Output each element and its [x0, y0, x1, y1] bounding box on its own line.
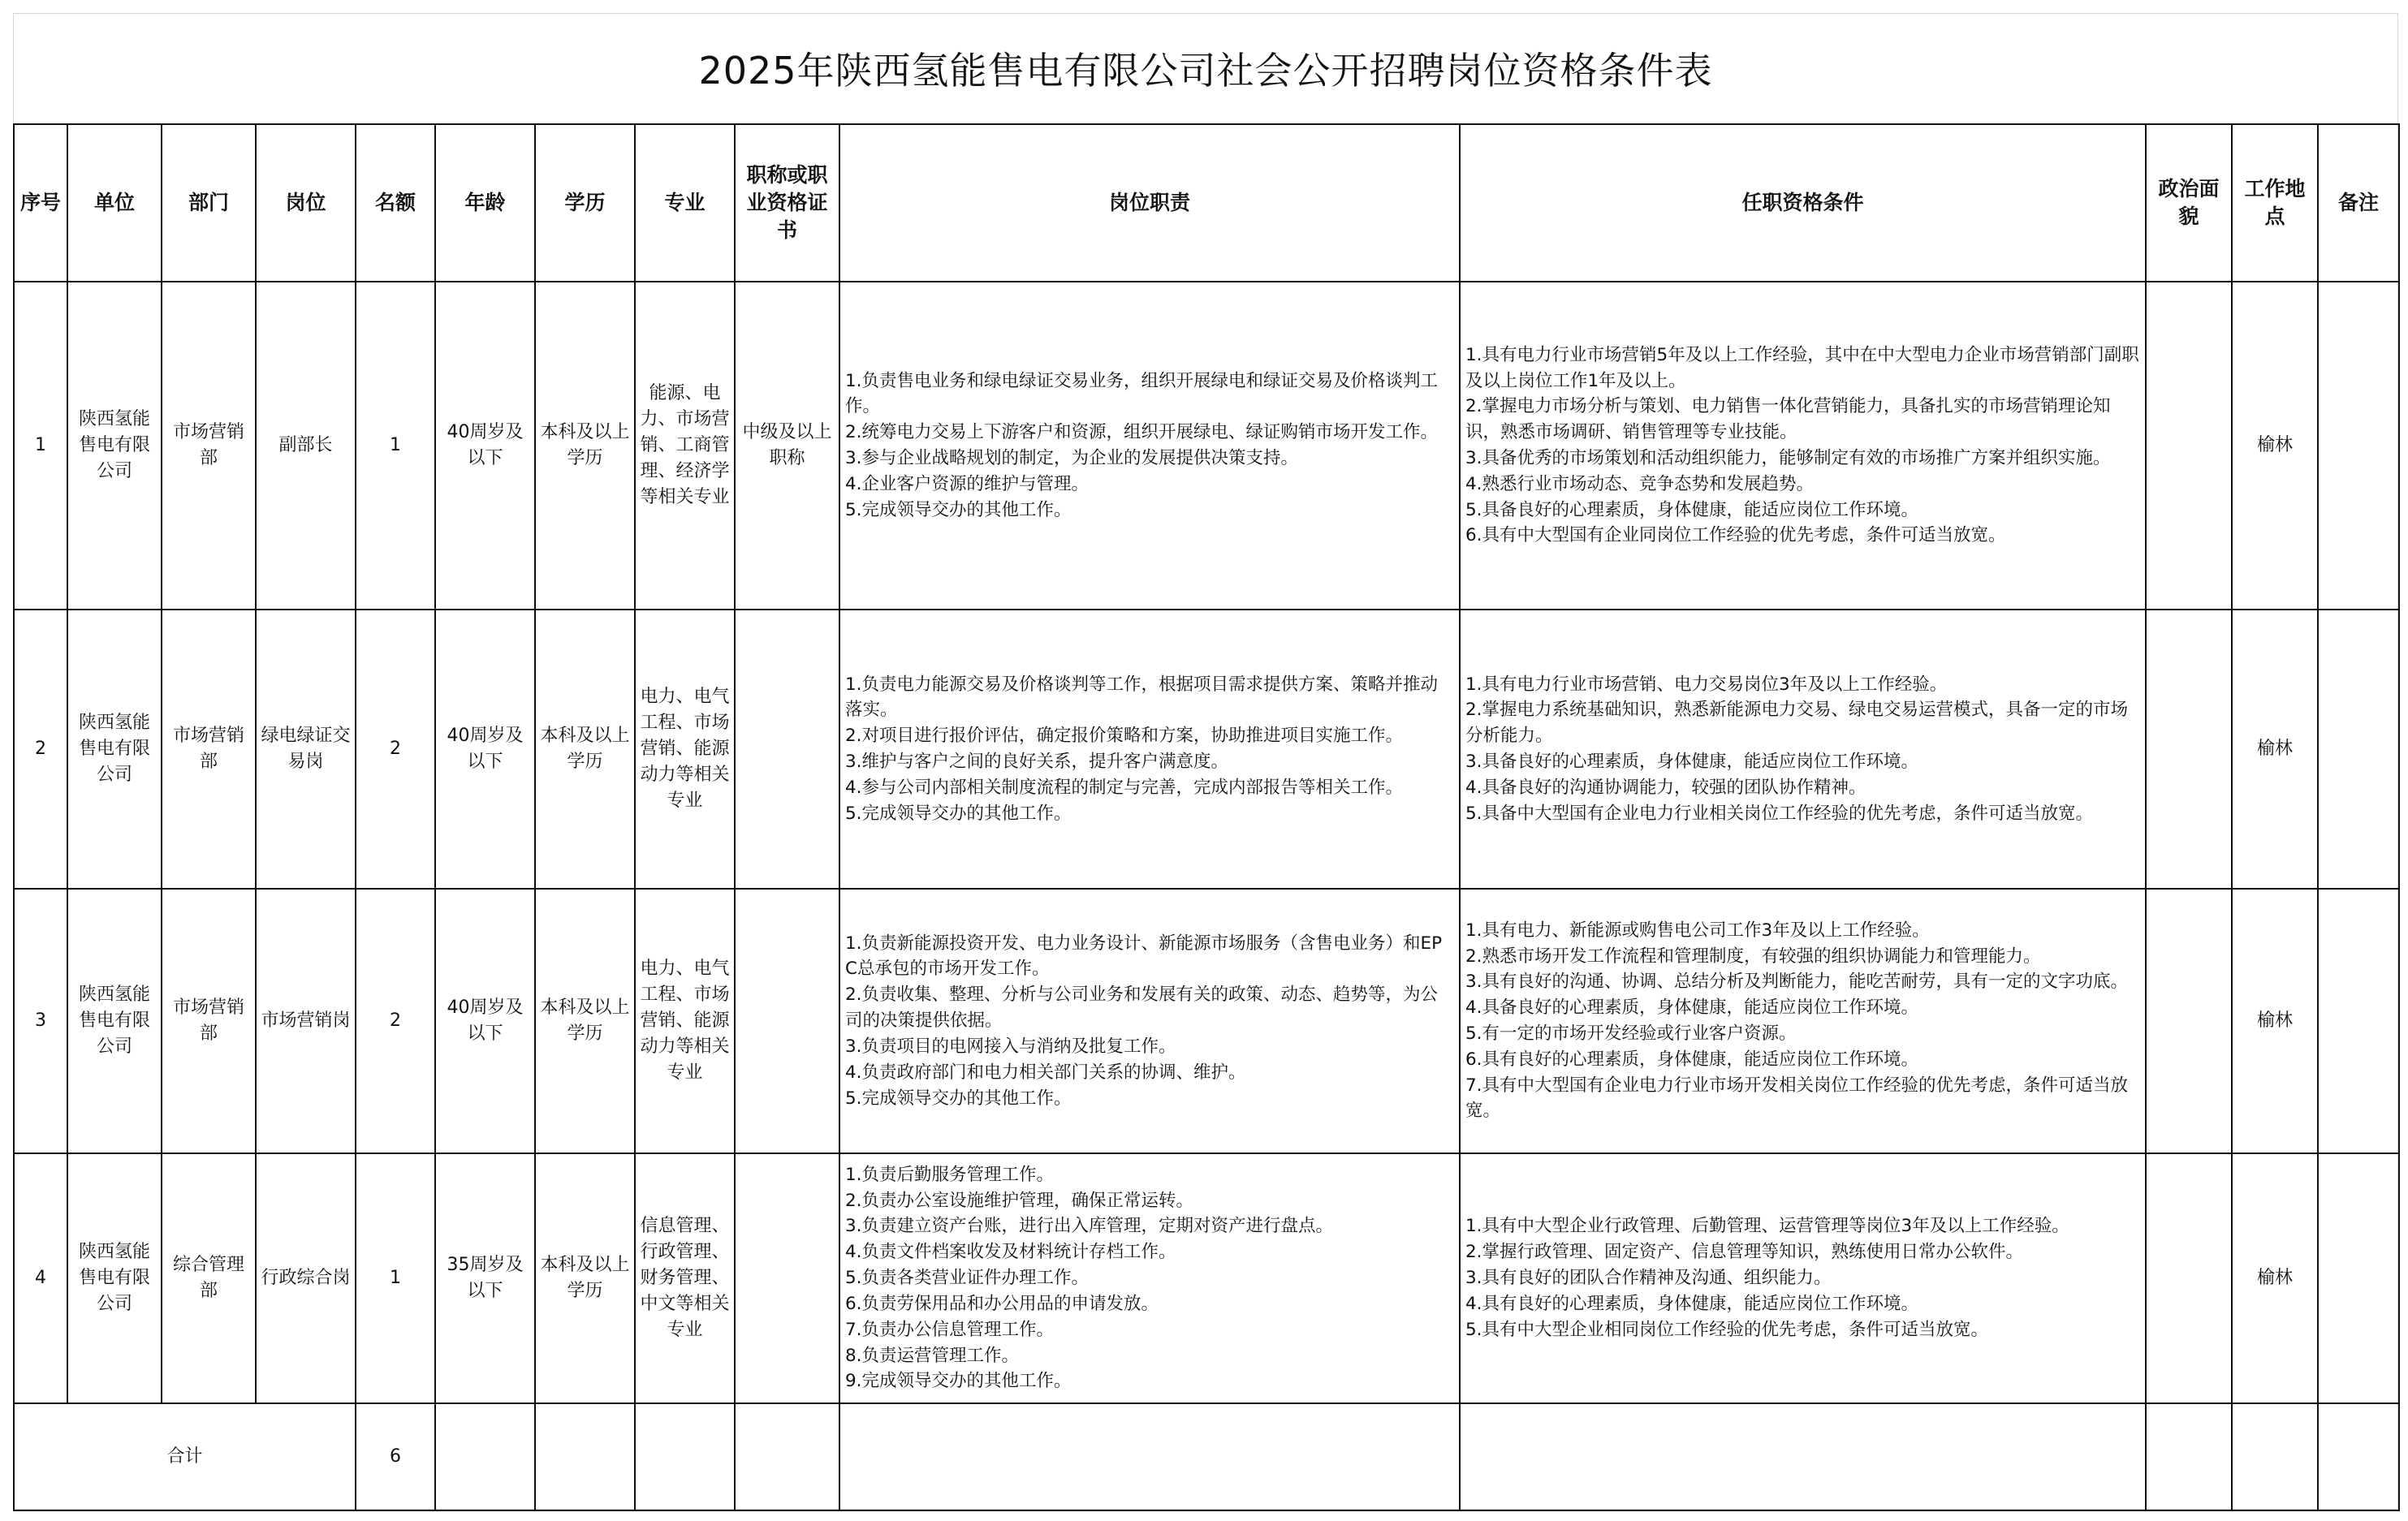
qual-item: 3.具备良好的心理素质，身体健康，能适应岗位工作环境。	[1465, 752, 1919, 772]
header-post: 岗位	[256, 124, 356, 282]
cell-political	[2146, 1153, 2232, 1403]
cell-seq: 1	[14, 282, 67, 610]
table-row	[14, 610, 2399, 889]
duty-item: 2.负责收集、整理、分析与公司业务和发展有关的政策、动态、趋势等，为公司的决策提供依据。	[845, 985, 1439, 1032]
total-empty-cell	[735, 1403, 839, 1510]
cell-seq: 3	[14, 889, 67, 1153]
header-major: 专业	[635, 124, 735, 282]
cell-seq: 2	[14, 610, 67, 889]
duty-item: 4.企业客户资源的维护与管理。	[845, 473, 1090, 494]
cell-age: 35周岁及以下	[435, 1153, 535, 1403]
qual-item: 4.熟悉行业市场动态、竞争态势和发展趋势。	[1465, 473, 1815, 494]
header-duties: 岗位职责	[839, 124, 1460, 282]
cell-location: 榆林	[2232, 889, 2318, 1153]
qual-item: 5.具备中大型国有企业电力行业相关岗位工作经验的优先考虑，条件可适当放宽。	[1465, 803, 2094, 824]
qual-item: 1.具有中大型企业行政管理、后勤管理、运营管理等岗位3年及以上工作经验。	[1465, 1216, 2069, 1237]
header-political: 政治面貌	[2146, 124, 2232, 282]
total-empty-cell	[2232, 1403, 2318, 1510]
total-empty-cell	[2146, 1403, 2232, 1510]
cell-quota: 2	[356, 610, 435, 889]
cell-major: 电力、电气工程、市场营销、能源动力等相关专业	[635, 889, 735, 1153]
total-empty-cell	[535, 1403, 635, 1510]
cell-major: 信息管理、行政管理、财务管理、中文等相关专业	[635, 1153, 735, 1403]
header-location: 工作地点	[2232, 124, 2318, 282]
header-age: 年龄	[435, 124, 535, 282]
page-title: 2025年陕西氢能售电有限公司社会公开招聘岗位资格条件表	[698, 49, 1713, 93]
qual-item: 2.掌握电力系统基础知识，熟悉新能源电力交易、绿电交易运营模式，具备一定的市场分析能力。	[1465, 700, 2129, 747]
duty-item: 1.负责售电业务和绿电绿证交易业务，组织开展绿电和绿证交易及价格谈判工作。	[845, 370, 1439, 417]
qual-item: 2.熟悉市场开发工作流程和管理制度，有较强的组织协调能力和管理能力。	[1465, 946, 2041, 967]
duty-item: 1.负责后勤服务管理工作。	[845, 1164, 1055, 1185]
cell-age: 40周岁及以下	[435, 889, 535, 1153]
total-label: 合计	[14, 1403, 356, 1510]
cell-cert: 中级及以上职称	[735, 282, 839, 610]
cell-duties	[839, 610, 1460, 889]
duty-item: 2.对项目进行报价评估，确定报价策略和方案，协助推进项目实施工作。	[845, 726, 1404, 747]
qual-item: 4.具备良好的心理素质，身体健康，能适应岗位工作环境。	[1465, 997, 1919, 1019]
duty-item: 1.负责新能源投资开发、电力业务设计、新能源市场服务（含售电业务）和EPC总承包的市场开发工作。	[845, 933, 1443, 980]
cell-seq: 4	[14, 1153, 67, 1403]
table-row	[14, 1153, 2399, 1403]
duty-item: 4.负责政府部门和电力相关部门关系的协调、维护。	[845, 1062, 1246, 1083]
duty-item: 1.负责电力能源交易及价格谈判等工作，根据项目需求提供方案、策略并推动落实。	[845, 674, 1439, 721]
cell-edu: 本科及以上学历	[535, 889, 635, 1153]
cell-location: 榆林	[2232, 610, 2318, 889]
total-empty-cell	[435, 1403, 535, 1510]
cell-unit: 陕西氢能售电有限公司	[67, 282, 162, 610]
header-seq: 序号	[14, 124, 67, 282]
duty-item: 3.负责建立资产台账，进行出入库管理，定期对资产进行盘点。	[845, 1216, 1334, 1237]
qual-item: 5.具备良好的心理素质，身体健康，能适应岗位工作环境。	[1465, 499, 1919, 520]
qual-item: 3.具有良好的团队合作精神及沟通、组织能力。	[1465, 1268, 1832, 1289]
qual-item: 6.具有中大型国有企业同岗位工作经验的优先考虑，条件可适当放宽。	[1465, 525, 2006, 546]
cell-duties	[839, 1153, 1460, 1403]
header-quals: 任职资格条件	[1460, 124, 2146, 282]
total-empty-cell	[635, 1403, 735, 1510]
duty-item: 8.负责运营管理工作。	[845, 1345, 1020, 1366]
cell-political	[2146, 610, 2232, 889]
duty-item: 5.完成领导交办的其他工作。	[845, 803, 1072, 824]
cell-edu: 本科及以上学历	[535, 282, 635, 610]
cell-post: 绿电绿证交易岗	[256, 610, 356, 889]
header-row	[14, 124, 2399, 282]
duty-item: 4.参与公司内部相关制度流程的制定与完善，完成内部报告等相关工作。	[845, 777, 1404, 798]
cell-duties	[839, 889, 1460, 1153]
cell-age: 40周岁及以下	[435, 282, 535, 610]
total-empty-cell	[1460, 1403, 2146, 1510]
qual-item: 6.具有良好的心理素质，身体健康，能适应岗位工作环境。	[1465, 1049, 1919, 1070]
cell-post: 副部长	[256, 282, 356, 610]
cell-unit: 陕西氢能售电有限公司	[67, 610, 162, 889]
header-remarks: 备注	[2318, 124, 2399, 282]
cell-political	[2146, 889, 2232, 1153]
header-quota: 名额	[356, 124, 435, 282]
cell-remarks	[2318, 889, 2399, 1153]
duty-item: 7.负责办公信息管理工作。	[845, 1319, 1055, 1340]
qual-item: 5.具有中大型企业相同岗位工作经验的优先考虑，条件可适当放宽。	[1465, 1319, 1989, 1340]
cell-cert	[735, 610, 839, 889]
qual-item: 5.有一定的市场开发经验或行业客户资源。	[1465, 1023, 1797, 1044]
duty-item: 2.负责办公室设施维护管理，确保正常运转。	[845, 1190, 1194, 1211]
qual-item: 1.具有电力行业市场营销5年及以上工作经验，其中在中大型电力企业市场营销部门副职及以上岗位工作1年及以上。	[1465, 344, 2139, 391]
cell-cert	[735, 1153, 839, 1403]
cell-post: 市场营销岗	[256, 889, 356, 1153]
cell-quals	[1460, 282, 2146, 610]
cell-quals	[1460, 610, 2146, 889]
cell-edu: 本科及以上学历	[535, 1153, 635, 1403]
qual-item: 2.掌握行政管理、固定资产、信息管理等知识，熟练使用日常办公软件。	[1465, 1242, 2024, 1263]
duty-item: 6.负责劳保用品和办公用品的申请发放。	[845, 1293, 1159, 1314]
recruitment-table	[13, 123, 2400, 1511]
cell-edu: 本科及以上学历	[535, 610, 635, 889]
qual-item: 1.具有电力、新能源或购售电公司工作3年及以上工作经验。	[1465, 920, 1930, 941]
cell-quals	[1460, 889, 2146, 1153]
cell-political	[2146, 282, 2232, 610]
duty-item: 5.完成领导交办的其他工作。	[845, 499, 1072, 520]
cell-unit: 陕西氢能售电有限公司	[67, 889, 162, 1153]
qual-item: 7.具有中大型国有企业电力行业市场开发相关岗位工作经验的优先考虑，条件可适当放宽。	[1465, 1075, 2129, 1122]
duty-item: 5.完成领导交办的其他工作。	[845, 1088, 1072, 1109]
table-row	[14, 889, 2399, 1153]
cell-cert	[735, 889, 839, 1153]
duty-item: 5.负责各类营业证件办理工作。	[845, 1268, 1090, 1289]
cell-age: 40周岁及以下	[435, 610, 535, 889]
duty-item: 2.统筹电力交易上下游客户和资源，组织开展绿电、绿证购销市场开发工作。	[845, 422, 1439, 443]
qual-item: 3.具有良好的沟通、协调、总结分析及判断能力，能吃苦耐劳，具有一定的文字功底。	[1465, 972, 2129, 993]
cell-location: 榆林	[2232, 1153, 2318, 1403]
cell-remarks	[2318, 1153, 2399, 1403]
cell-major: 能源、电力、市场营销、工商管理、经济学等相关专业	[635, 282, 735, 610]
cell-dept: 市场营销部	[162, 610, 256, 889]
header-unit: 单位	[67, 124, 162, 282]
qual-item: 3.具备优秀的市场策划和活动组织能力，能够制定有效的市场推广方案并组织实施。	[1465, 448, 2111, 468]
duty-item: 3.负责项目的电网接入与消纳及批复工作。	[845, 1036, 1176, 1057]
cell-unit: 陕西氢能售电有限公司	[67, 1153, 162, 1403]
header-cert: 职称或职业资格证书	[735, 124, 839, 282]
total-empty-cell	[2318, 1403, 2399, 1510]
duty-item: 3.维护与客户之间的良好关系，提升客户满意度。	[845, 752, 1229, 772]
duty-item: 3.参与企业战略规划的制定，为企业的发展提供决策支持。	[845, 448, 1299, 468]
qual-item: 1.具有电力行业市场营销、电力交易岗位3年及以上工作经验。	[1465, 674, 1948, 695]
duty-item: 9.完成领导交办的其他工作。	[845, 1371, 1072, 1392]
total-quota: 6	[356, 1403, 435, 1510]
cell-dept: 综合管理部	[162, 1153, 256, 1403]
duty-item: 4.负责文件档案收发及材料统计存档工作。	[845, 1242, 1176, 1263]
cell-major: 电力、电气工程、市场营销、能源动力等相关专业	[635, 610, 735, 889]
header-dept: 部门	[162, 124, 256, 282]
total-row	[14, 1403, 2399, 1510]
cell-duties	[839, 282, 1460, 610]
cell-quals	[1460, 1153, 2146, 1403]
cell-quota: 1	[356, 1153, 435, 1403]
qual-item: 4.具备良好的沟通协调能力，较强的团队协作精神。	[1465, 777, 1866, 798]
cell-quota: 1	[356, 282, 435, 610]
cell-location: 榆林	[2232, 282, 2318, 610]
cell-dept: 市场营销部	[162, 282, 256, 610]
cell-remarks	[2318, 610, 2399, 889]
header-edu: 学历	[535, 124, 635, 282]
table-row	[14, 282, 2399, 610]
qual-item: 2.掌握电力市场分析与策划、电力销售一体化营销能力，具备扎实的市场营销理论知识，熟悉市场调研、销售管理等专业技能。	[1465, 396, 2111, 443]
qual-item: 4.具有良好的心理素质，身体健康，能适应岗位工作环境。	[1465, 1293, 1919, 1314]
cell-remarks	[2318, 282, 2399, 610]
cell-dept: 市场营销部	[162, 889, 256, 1153]
cell-quota: 2	[356, 889, 435, 1153]
total-empty-cell	[839, 1403, 1460, 1510]
cell-post: 行政综合岗	[256, 1153, 356, 1403]
